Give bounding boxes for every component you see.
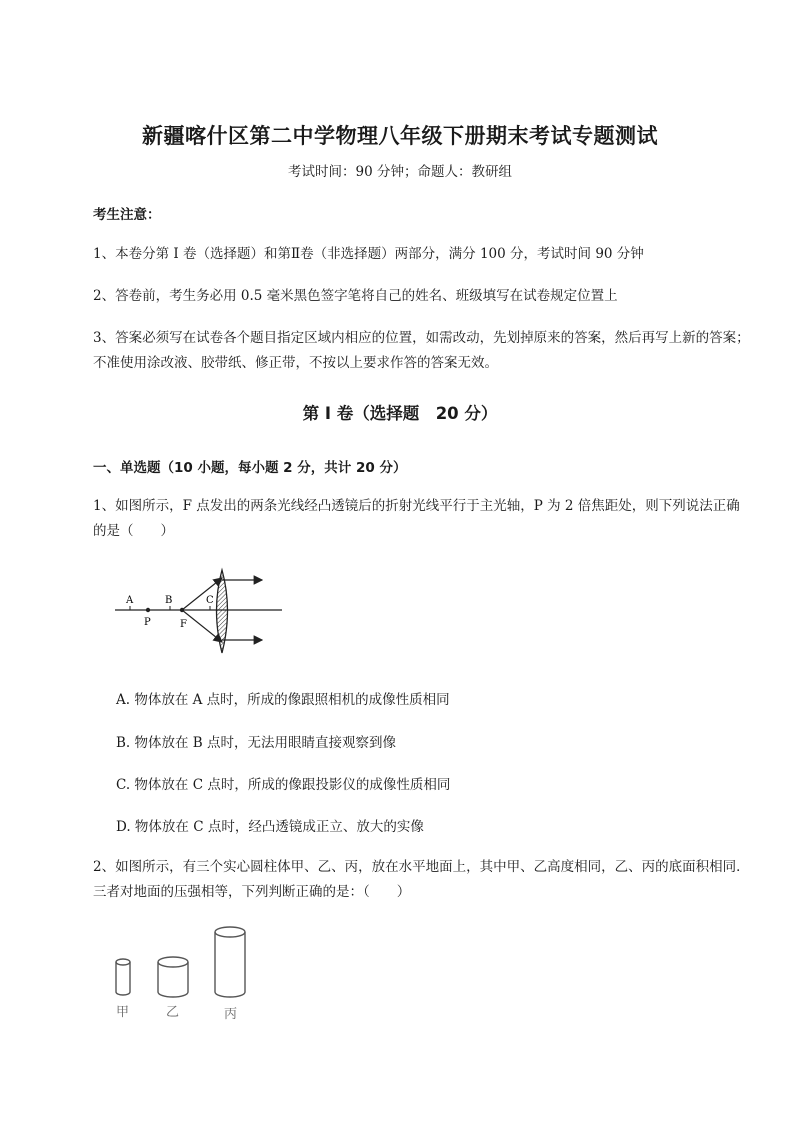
- cylinder-jia: [116, 959, 130, 995]
- label-b: B: [165, 595, 173, 606]
- question-1-option-a[interactable]: A. 物体放在 A 点时，所成的像跟照相机的成像性质相同: [116, 692, 450, 708]
- question-1-option-b[interactable]: B. 物体放在 B 点时，无法用眼睛直接观察到像: [116, 735, 397, 751]
- section-title: 第 I 卷（选择题 20 分）: [302, 404, 498, 423]
- notice-item-3: 3、答案必须写在试卷各个题目指定区域内相应的位置，如需改动，先划掉原来的答案，然后再写上新的答案；不准使用涂改液、胶带纸、修正带，不按以上要求作答的答案无效。: [93, 330, 750, 371]
- question-2-stem: 2、如图所示，有三个实心圆柱体甲、乙、丙，放在水平地面上，其中甲、乙高度相同，乙、丙的底面积相同．三者对地面的压强相等，下列判断正确的是：（ ）: [93, 859, 750, 900]
- cylinder-bing: [215, 927, 245, 997]
- point-p-dot: [146, 608, 150, 612]
- label-p: P: [144, 617, 151, 628]
- label-a: A: [126, 595, 134, 606]
- notice-item-2: 2、答卷前，考生务必用 0.5 毫米黑色签字笔将自己的姓名、班级填写在试卷规定位置上: [93, 288, 618, 304]
- label-jia: 甲: [116, 1005, 130, 1020]
- label-c: C: [206, 595, 214, 606]
- point-f-dot: [180, 608, 184, 612]
- question-1-option-d[interactable]: D. 物体放在 C 点时，经凸透镜成正立、放大的实像: [116, 819, 424, 835]
- cylinder-yi: [158, 957, 188, 997]
- exam-info: 考试时间：90 分钟；命题人：教研组: [288, 164, 512, 180]
- label-f: F: [180, 619, 187, 630]
- notice-heading: 考生注意：: [93, 207, 161, 223]
- part-heading: 一、单选题（10 小题，每小题 2 分，共计 20 分）: [93, 460, 407, 476]
- page-title: 新疆喀什区第二中学物理八年级下册期末考试专题测试: [142, 124, 658, 148]
- question-1-stem: 1、如图所示，F 点发出的两条光线经凸透镜后的折射光线平行于主光轴，P 为 2 倍焦距处，则下列说法正确的是（ ）: [93, 498, 740, 539]
- lens-diagram: [110, 565, 290, 660]
- question-1-option-c[interactable]: C. 物体放在 C 点时，所成的像跟投影仪的成像性质相同: [116, 777, 451, 793]
- label-yi: 乙: [166, 1005, 180, 1020]
- label-bing: 丙: [224, 1007, 238, 1022]
- notice-item-1: 1、本卷分第 I 卷（选择题）和第Ⅱ卷（非选择题）两部分，满分 100 分，考试时间 90 分钟: [93, 246, 644, 262]
- cylinders-diagram: [108, 922, 258, 1024]
